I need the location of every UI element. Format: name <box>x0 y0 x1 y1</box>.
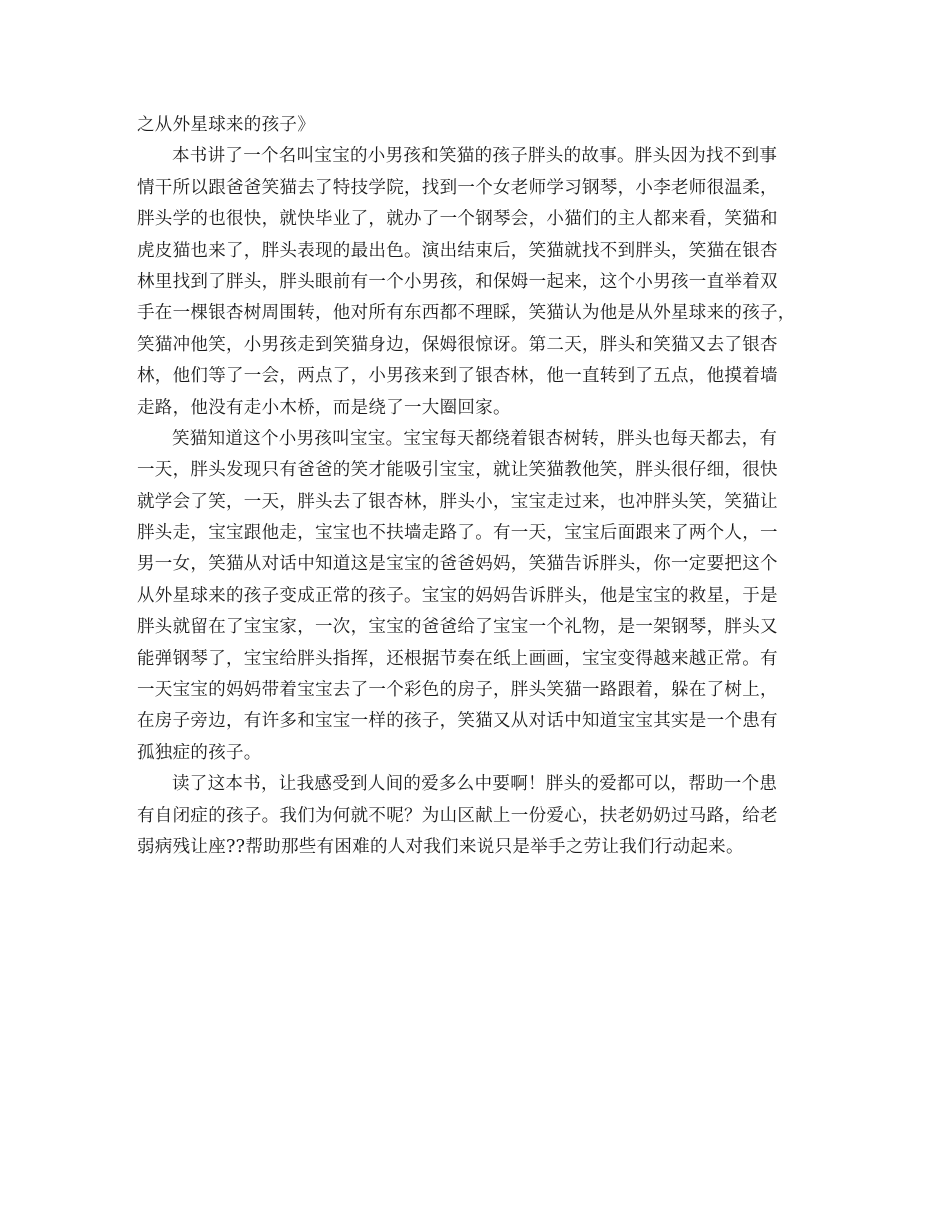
paragraph-line: 虎皮猫也来了，胖头表现的最出色。演出结束后，笑猫就找不到胖头，笑猫在银杏 <box>137 240 778 261</box>
paragraph-line: 胖头走，宝宝跟他走，宝宝也不扶墙走路了。有一天，宝宝后面跟来了两个人，一 <box>137 523 778 544</box>
paragraph-line: 就学会了笑，一天，胖头去了银杏林，胖头小，宝宝走过来，也冲胖头笑，笑猫让 <box>137 491 778 512</box>
paragraph-1 <box>137 141 817 424</box>
paragraph-2 <box>137 424 817 769</box>
paragraph-line: 情干所以跟爸爸笑猫去了特技学院，找到一个女老师学习钢琴，小李老师很温柔， <box>137 177 778 198</box>
document-body <box>137 110 817 863</box>
paragraph-line: 走路，他没有走小木桥，而是绕了一大圈回家。 <box>137 397 511 418</box>
paragraph-line: 本书讲了一个名叫宝宝的小男孩和笑猫的孩子胖头的故事。胖头因为找不到事 <box>172 146 778 167</box>
paragraph-line: 手在一棵银杏树周围转，他对所有东西都不理睬，笑猫认为他是从外星球来的孩子， <box>137 303 796 324</box>
paragraph-line: 一天宝宝的妈妈带着宝宝去了一个彩色的房子，胖头笑猫一路跟着，躲在了树上， <box>137 680 778 701</box>
paragraph-line: 笑猫冲他笑，小男孩走到笑猫身边，保姆很惊讶。第二天，胖头和笑猫又去了银杏 <box>137 334 778 355</box>
paragraph-line: 孤独症的孩子。 <box>137 742 262 763</box>
paragraph-line: 一天，胖头发现只有爸爸的笑才能吸引宝宝，就让笑猫教他笑，胖头很仔细，很快 <box>137 460 778 481</box>
paragraph-line: 胖头学的也很快，就快毕业了，就办了一个钢琴会，小猫们的主人都来看，笑猫和 <box>137 209 778 230</box>
paragraph-line: 弱病残让座??帮助那些有困难的人对我们来说只是举手之劳让我们行动起来。 <box>137 836 744 857</box>
paragraph-line: 笑猫知道这个小男孩叫宝宝。宝宝每天都绕着银杏树转，胖头也每天都去，有 <box>172 428 778 449</box>
paragraph-3 <box>137 769 817 863</box>
paragraph-line: 林里找到了胖头，胖头眼前有一个小男孩，和保姆一起来，这个小男孩一直举着双 <box>137 271 778 292</box>
paragraph-line: 男一女，笑猫从对话中知道这是宝宝的爸爸妈妈，笑猫告诉胖头，你一定要把这个 <box>137 554 778 575</box>
paragraph-line: 林，他们等了一会，两点了，小男孩来到了银杏林，他一直转到了五点，他摸着墙 <box>137 366 778 387</box>
paragraph-line: 能弹钢琴了，宝宝给胖头指挥，还根据节奏在纸上画画，宝宝变得越来越正常。有 <box>137 648 778 669</box>
paragraph-line: 有自闭症的孩子。我们为何就不呢？为山区献上一份爱心，扶老奶奶过马路，给老 <box>137 805 778 826</box>
heading-fragment: 之从外星球来的孩子》 <box>137 115 315 135</box>
paragraph-line: 胖头就留在了宝宝家，一次，宝宝的爸爸给了宝宝一个礼物，是一架钢琴，胖头又 <box>137 617 778 638</box>
paragraph-line: 从外星球来的孩子变成正常的孩子。宝宝的妈妈告诉胖头，他是宝宝的救星，于是 <box>137 585 778 606</box>
paragraph-line: 在房子旁边，有许多和宝宝一样的孩子，笑猫又从对话中知道宝宝其实是一个患有 <box>137 711 778 732</box>
paragraph-line: 读了这本书，让我感受到人间的爱多么中要啊！胖头的爱都可以，帮助一个患 <box>172 774 778 795</box>
